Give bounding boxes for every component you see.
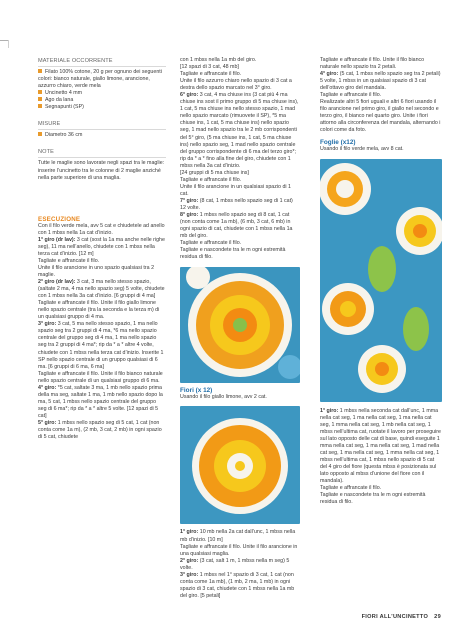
round-text: 10 mb nella 2a cat dall’unc, 1 mbss nella mb d’inizio. [10 m] (180, 529, 296, 543)
fiori-intro: Usando il filo giallo limone, avv 2 cat. (180, 394, 267, 401)
round-text: (8 cat, 1 mbss nello spazio seg di 1 cat) 12 volte. (180, 197, 293, 211)
round-label: 2° giro: (180, 557, 199, 564)
round-label: 2° giro (dr lav): (38, 279, 76, 286)
round-paragraph (320, 71, 442, 92)
round-label: 8° giro: (180, 212, 199, 219)
round-paragraph (180, 92, 300, 170)
round-paragraph (180, 177, 300, 184)
round-paragraph (38, 371, 166, 385)
round-text: Unite il filo arancione in un qualsiasi spazio di 1 cat. (180, 183, 292, 197)
rounds-column-3 (320, 57, 442, 135)
rounds-column-1 (38, 237, 166, 441)
round-text: 3 cat, 4 ma chiuse ins (3 cat più 4 ma chiuse ins sost il primo gruppo di 5 ma chiuse ins), 1 cat, 5 ma chiuse ins nello stesso spazio, 1 mad nello spazio marcato (rimuovete il SP), *5 ma chiuse ins, 1 cat, 5 ma chiuse ins) nello spazio seg, 1 mad nello spazio tra le 2 mb corrispondenti del 5° giro, (5 ma chiuse ins, 1 cat, 5 ma chiuse ins) nello spazio seg, 1 mad nello spazio centrale del gruppo corrispondente di 6 ma del terzo giro*; rip da * a * fino alla fine del giro, chiudete con 1 mbss nella 3a cat d’inizio. (180, 92, 299, 169)
round-paragraph (38, 321, 166, 370)
round-label: 1° giro: (180, 529, 199, 536)
foglie-rounds (320, 408, 442, 507)
round-label: 3° giro: (38, 321, 57, 328)
round-text: [24 gruppi di 5 ma chiuse ins] (180, 169, 249, 176)
round-text: [12 spazi di 3 cat, 48 mb] (180, 64, 239, 71)
round-text: Tagliate e affrancate il filo. Unite il filo bianco naturale nello spazio tra 2 petali. (320, 57, 425, 71)
photo-mandala-leaves (320, 159, 442, 402)
round-paragraph (180, 184, 300, 198)
round-text: (5 cat, 1 mbss nello spazio seg tra 2 petali) 5 volte, 1 mbss in un qualsiasi spazio di 3 cat dell’ottavo giro del mandala. (320, 71, 441, 92)
materials-item: Segnapunti (SP) (38, 104, 166, 111)
round-text: Tagliate e affrancate il filo. (180, 240, 242, 247)
round-paragraph (320, 99, 442, 134)
footer-section: FIORI ALL’UNCINETTO (361, 614, 429, 620)
materials-item: Uncinetto 4 mm (38, 90, 166, 97)
round-paragraph (180, 198, 300, 212)
foglie-intro: Usando il filo verde mela, avv 8 cat. (320, 145, 404, 152)
execution-title: ESECUZIONE (38, 215, 81, 223)
round-paragraph (38, 258, 166, 265)
top-margin-edge (8, 40, 9, 48)
round-label: 1° giro (dr lav): (38, 236, 76, 243)
round-text: 1 mbss nella seconda cat dall’unc, 1 mma nella cat seg, 1 ma nella cat seg, 1 ma nella cat seg, 1 mma nella cat seg, 1 mb nella cat seg, 1 mbss nell’ultima cat, ruotate il lavoro per proseguire sul lato opposto delle cat di base, quindi eseguite 1 mma nella cat seg, 1 ma nella cat seg, 1 mad nella cat seg, 1 ma nella cat seg, 1 mma nella cat seg, 1 mbss nell’ultima cat, 1 mbss nello spazio di 5 cat del 4 giro del fiore (questa mbss è posizionata sul lato opposto al mbss d’unione del fiore con il mandala). (320, 407, 442, 485)
column-3 (320, 57, 442, 506)
materials-title: MATERIALE OCCORRENTE (38, 58, 166, 67)
bullet-square-icon (38, 132, 42, 136)
round-paragraph (38, 385, 166, 420)
round-text: 1 mbss nello spazio seg di 5 cat, 1 cat (non conta come 1a m), (2 mb, 3 cat, 2 mb) in ogni spazio di 5 cat, chiudete (38, 419, 162, 441)
round-paragraph (320, 485, 442, 492)
measures-title: MISURE (38, 121, 166, 130)
round-text: Tagliate e affrancate il filo. (180, 71, 242, 78)
fiori-title: Fiori (x 12) (180, 387, 213, 395)
round-paragraph (38, 420, 166, 441)
note-title: NOTE (38, 149, 166, 158)
round-label: 3° giro: (180, 571, 199, 578)
page-footer (362, 614, 441, 620)
round-paragraph (180, 212, 300, 240)
round-text: 3 cat, 5 ma nello stesso spazio, 1 ma nello spazio seg tra 2 gruppi di 4 ma, *6 ma nello spazio centrale del gruppo seg di 4 ma, 1 ma nello spazio seg tra 2 gruppi di 4 ma*; rip da * a * altre 4 volte, chiudete con 1 mbss nella terza cat d’inizio. Inserite 1 SP nello spazio centrale di un gruppo qualsiasi di 6 ma. [6 gruppi di 6 ma, 6 ma] (38, 321, 164, 370)
fiori-rounds (180, 529, 300, 599)
round-text: Realizzate altri 5 fiori uguali e altri 6 fiori usando il filo arancione nel primo giro, il giallo nel secondo e terzo giro, il bianco nel quarto giro. Unite i fiori attorno alla circonferenza del mandala, alternando i colori come da foto. (320, 99, 441, 134)
round-paragraph (320, 408, 442, 486)
rounds-column-2 (180, 57, 300, 261)
round-text: Tagliate e affrancate il filo. Unite il filo giallo limone nello spazio centrale (tra la seconda e la terza m) di un qualsiasi gruppo di 4 ma. (38, 300, 160, 321)
round-text: Tagliate e nascondete tra le m ogni estremità residua di filo. (180, 247, 286, 261)
round-text: Tagliate e affrancate il filo. (180, 176, 242, 183)
round-paragraph (320, 92, 442, 99)
leaves-photo (320, 159, 442, 402)
round-paragraph (320, 492, 442, 506)
round-paragraph (320, 57, 442, 71)
round-text: 1 mbss nello spazio seg di 8 cat, 1 cat (non conta come 1a mb), (6 mb, 3 cat, 6 mb) in ogni spazio di cat, chiudete con 1 mbss nella 1a mb del giro. (180, 212, 293, 240)
round-paragraph (180, 71, 300, 78)
round-paragraph (180, 78, 300, 92)
round-text: 1 mbss nel 1° spazio di 3 cat, 1 cat (non conta come 1a mb), (1 mb, 2 ma, 1 mb) in ogni spazio di 3 cat, chiudete con 1 mbss nella 1a mb del giro. [5 petali] (180, 571, 295, 599)
page-number: 29 (434, 614, 441, 620)
bullet-square-icon (38, 104, 42, 108)
round-paragraph (38, 237, 166, 258)
round-text: Tagliate e nascondete tra le m ogni estremità residua di filo. (320, 492, 426, 506)
round-text: 3 cat (sost la 1a ma anche nelle righe seg), 11 ma nell’anello, chiudete con 1 mbss nella terza cat d’inizio. [12 m] (38, 236, 165, 257)
materials-item: Ago da lana (38, 97, 166, 104)
round-label: 4° giro: (320, 71, 339, 78)
round-text: (3 cat, salt 1 m, 1 mbss nella m seg) 5 volte. (180, 557, 290, 571)
materials-item: Filato 100% cotone, 20 g per ognuno dei seguenti colori: bianco naturale, giallo limone, arancione, azzurro chiaro, verde mela (38, 69, 162, 90)
round-text: Tagliate e affrancate il filo. (320, 92, 382, 99)
round-label: 1° giro: (320, 407, 339, 414)
column-2 (180, 57, 300, 600)
mandala-detail-photo (180, 267, 300, 383)
round-paragraph (180, 57, 300, 64)
round-text: *5 cat, saltate 3 ma, 1 mb nello spazio prima della ma seg, saltate 1 ma, 1 mb nello spazio dopo la ma, 5 cat, 1 mbss nello spazio centrale del gruppo seg di 6 ma*; rip da * a * altre 5 volte. [12 spazi di 5 cat] (38, 384, 163, 419)
execution-intro: Con il filo verde mela, avv 5 cat e chiudetele ad anello con 1 mbss nella 1a cat d’inizio. (38, 222, 165, 236)
round-text: Tagliate e affrancate il filo. Unite il filo arancione in una qualsiasi maglia. (180, 543, 298, 557)
round-paragraph (180, 529, 300, 543)
note-text: Tutte le maglie sono lavorate negli spazi tra le maglie: inserire l’uncinetto tra le colonne di 2 maglie anziché nella parte superiore di una maglia. (38, 160, 165, 181)
foglie-title: Foglie (x12) (320, 138, 356, 146)
round-paragraph (38, 265, 166, 279)
bullet-square-icon (38, 69, 42, 73)
round-paragraph (180, 240, 300, 247)
round-paragraph (180, 544, 300, 558)
round-paragraph (180, 64, 300, 71)
round-text: Tagliate e affrancate il filo. (320, 485, 382, 492)
round-text: Unite il filo azzurro chiaro nello spazio di 3 cat a destra dello spazio marcato nel 3° giro. (180, 78, 292, 92)
round-text: con 1 mbss nella 1a mb del giro. (180, 57, 257, 63)
round-label: 6° giro: (180, 92, 199, 99)
bullet-square-icon (38, 90, 42, 94)
top-margin-rule (0, 40, 8, 41)
round-paragraph (180, 572, 300, 600)
bullet-square-icon (38, 97, 42, 101)
round-text: 3 cat, 3 ma nello stesso spazio, (saltate 2 ma, 4 ma nello spazio seg) 5 volte, chiudete con 1 mbss nella 3a cat d’inizio. [6 gruppi di 4 ma] (38, 279, 165, 300)
round-paragraph (180, 247, 300, 261)
photo-flower (180, 406, 300, 524)
round-label: 4° giro: (38, 384, 57, 391)
round-paragraph (180, 170, 300, 177)
round-paragraph (38, 279, 166, 300)
column-1 (38, 58, 166, 441)
round-label: 7° giro: (180, 197, 199, 204)
flower-photo (180, 406, 300, 524)
round-label: 5° giro: (38, 419, 57, 426)
round-text: Tagliate e affrancate il filo. (38, 257, 100, 264)
round-text: Unite il filo arancione in uno spazio qualsiasi tra 2 maglie. (38, 264, 155, 278)
round-paragraph (180, 558, 300, 572)
round-paragraph (38, 300, 166, 321)
measures-item: Diametro 36 cm (38, 132, 166, 139)
photo-mandala-detail (180, 267, 300, 383)
round-text: Tagliate e affrancate il filo. Unite il filo bianco naturale nello spazio centrale di un qualsiasi gruppo di 6 ma. (38, 370, 163, 384)
